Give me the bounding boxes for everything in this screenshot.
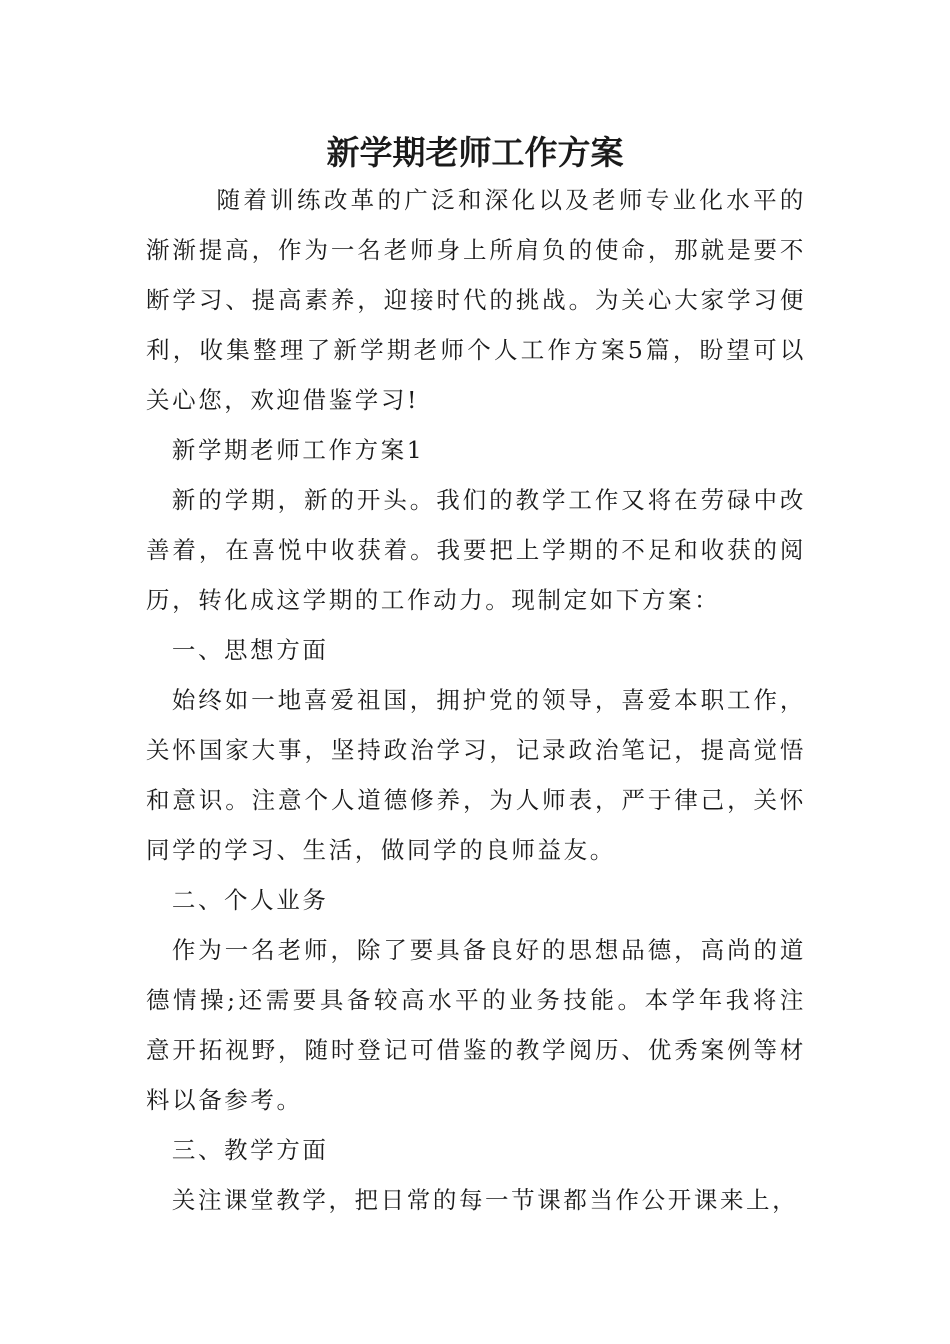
personal-business-paragraph: 作为一名老师，除了要具备良好的思想品德，高尚的道德情操;还需要具备较高水平的业务技能。本学年我将注意开拓视野，随时登记可借鉴的教学阅历、优秀案例等材料以备参考。: [146, 936, 806, 1114]
section-heading-plan-1: 新学期老师工作方案1: [171, 436, 425, 464]
section-heading-personal-business: 二、个人业务: [171, 886, 329, 914]
section-heading-teaching: 三、教学方面: [171, 1136, 329, 1164]
document-body: [146, 175, 806, 1225]
teaching-paragraph: 关注课堂教学，把日常的每一节课都当作公开课来上，: [171, 1186, 799, 1214]
thought-paragraph: 始终如一地喜爱祖国，拥护党的领导，喜爱本职工作，关怀国家大事，坚持政治学习，记录政治笔记，提高觉悟和意识。注意个人道德修养，为人师表，严于律己，关怀同学的学习、生活，做同学的良师益友。: [146, 686, 806, 864]
document-title: 新学期老师工作方案: [326, 133, 624, 172]
intro-paragraph: 随着训练改革的广泛和深化以及老师专业化水平的渐渐提高，作为一名老师身上所肩负的使命，那就是要不断学习、提高素养，迎接时代的挑战。为关心大家学习便利，收集整理了新学期老师个人工作方案5篇，盼望可以关心您，欢迎借鉴学习!: [146, 186, 806, 414]
section-heading-thought: 一、思想方面: [171, 636, 329, 664]
plan-1-intro-paragraph: 新的学期，新的开头。我们的教学工作又将在劳碌中改善着，在喜悦中收获着。我要把上学期的不足和收获的阅历，转化成这学期的工作动力。现制定如下方案：: [146, 486, 806, 614]
